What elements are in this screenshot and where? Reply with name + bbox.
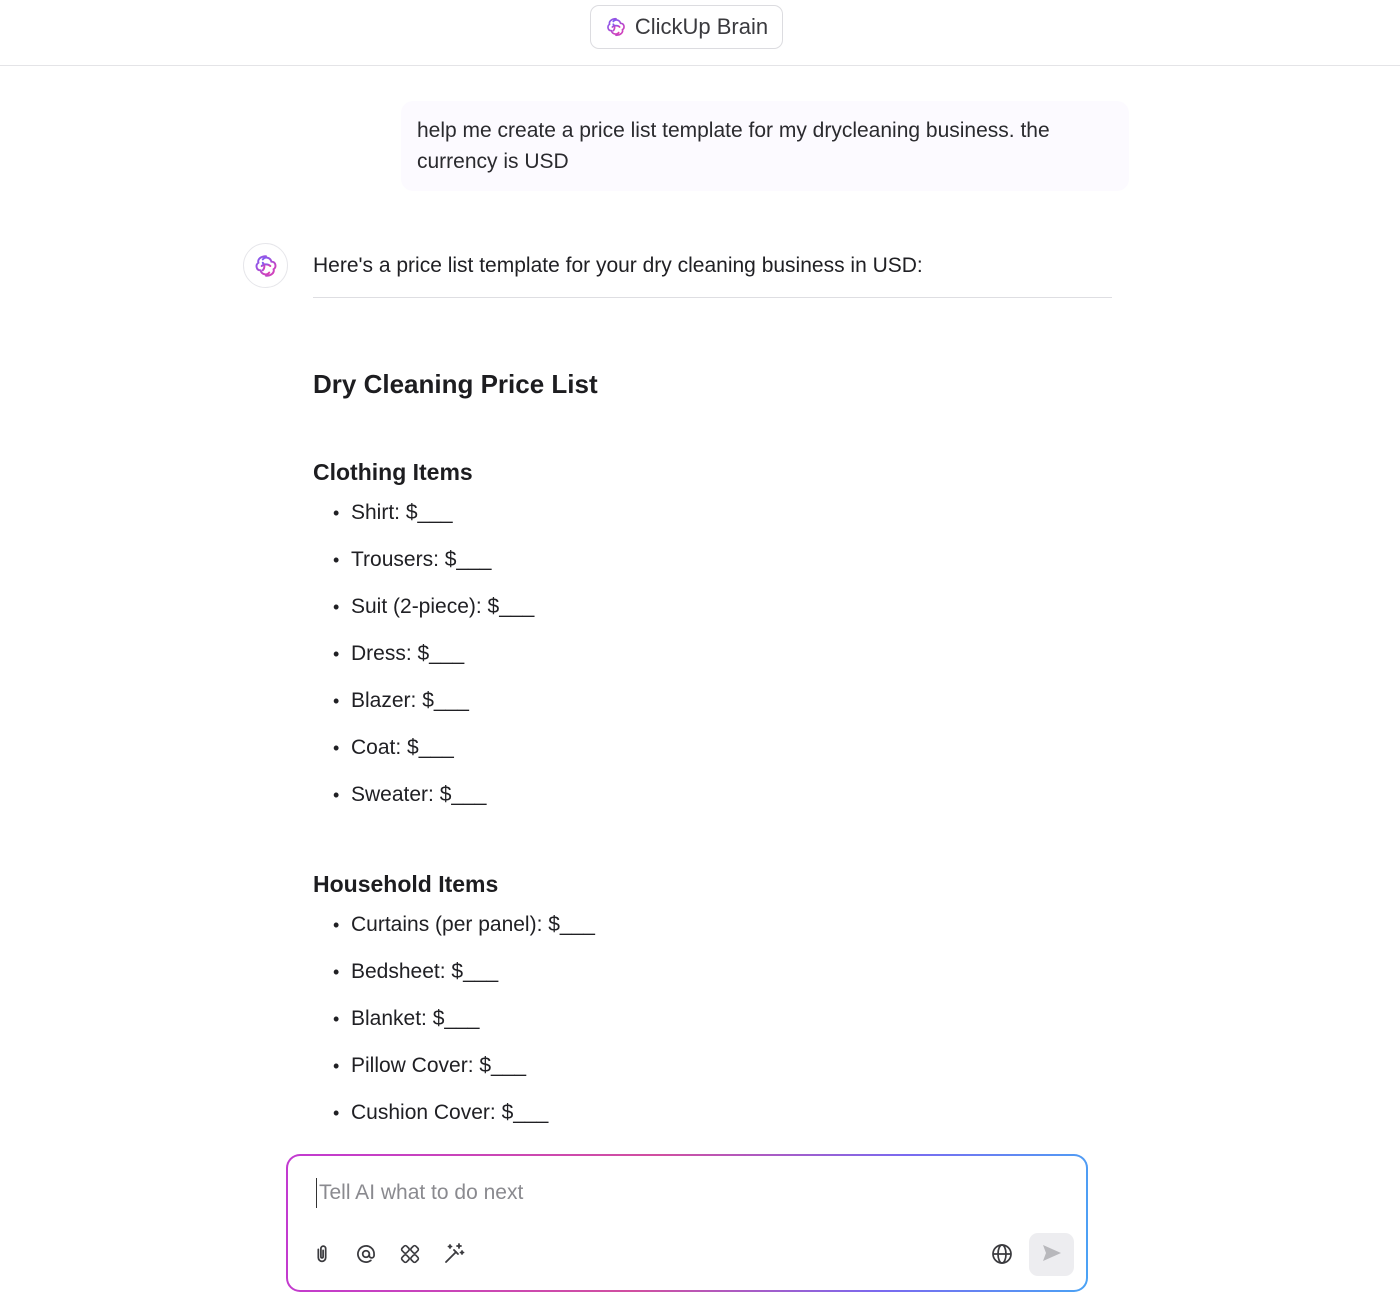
bullet: • [333,1103,340,1123]
list-item [333,593,534,640]
top-bar [0,0,1400,66]
bullet: • [333,915,340,935]
bullet: • [333,550,340,570]
list-item [333,1005,595,1052]
list-item [333,958,595,1005]
bullet: • [333,785,340,805]
clothing-items-list [333,499,534,828]
send-icon [1040,1241,1064,1268]
section-heading-clothing: Clothing Items [313,459,473,485]
bullet: • [333,962,340,982]
apps-button[interactable] [397,1242,423,1268]
list-item-text: Curtains (per panel): $___ [351,913,595,936]
list-item-text: Cushion Cover: $___ [351,1101,549,1124]
magic-wand-icon [442,1242,466,1269]
brain-icon [253,253,279,279]
bullet: • [333,738,340,758]
ai-intro-text: Here's a price list template for your dry cleaning business in USD: [313,254,923,277]
list-item-text: Bedsheet: $___ [351,960,499,983]
list-item-text: Blanket: $___ [351,1007,480,1030]
send-button[interactable] [1029,1233,1074,1276]
bullet: • [333,1009,340,1029]
user-message: help me create a price list template for my drycleaning business. the currency is USD [401,101,1129,191]
apps-icon [399,1243,421,1268]
list-item-text: Pillow Cover: $___ [351,1054,527,1077]
list-item [333,1099,595,1146]
list-item-text: Coat: $___ [351,736,454,759]
list-item [333,734,534,781]
at-sign-icon [355,1243,377,1268]
brain-title-pill[interactable] [590,5,783,49]
bullet: • [333,644,340,664]
globe-icon [990,1242,1014,1269]
list-item-text: Suit (2-piece): $___ [351,595,535,618]
brain-icon [605,16,627,38]
list-item [333,911,595,958]
list-item-text: Sweater: $___ [351,783,487,806]
list-item-text: Trousers: $___ [351,548,492,571]
list-item [333,781,534,828]
bullet: • [333,597,340,617]
paperclip-icon [311,1243,333,1268]
ai-composer [286,1154,1088,1292]
bullet: • [333,691,340,711]
response-heading: Dry Cleaning Price List [313,369,598,399]
divider [313,297,1112,298]
web-search-button[interactable] [989,1242,1015,1268]
list-item [333,1052,595,1099]
bullet: • [333,503,340,523]
attach-button[interactable] [309,1242,335,1268]
list-item [333,640,534,687]
list-item-text: Shirt: $___ [351,501,453,524]
magic-button[interactable] [441,1242,467,1268]
list-item [333,687,534,734]
list-item-text: Blazer: $___ [351,689,469,712]
prompt-input[interactable] [316,1178,1016,1208]
section-heading-household: Household Items [313,871,499,897]
composer-body [288,1156,1086,1290]
list-item-text: Dress: $___ [351,642,465,665]
brain-title: ClickUp Brain [634,14,769,39]
bullet: • [333,1056,340,1076]
mention-button[interactable] [353,1242,379,1268]
list-item [333,546,534,593]
list-item [333,499,534,546]
household-items-list [333,911,595,1146]
ai-avatar [243,243,288,288]
